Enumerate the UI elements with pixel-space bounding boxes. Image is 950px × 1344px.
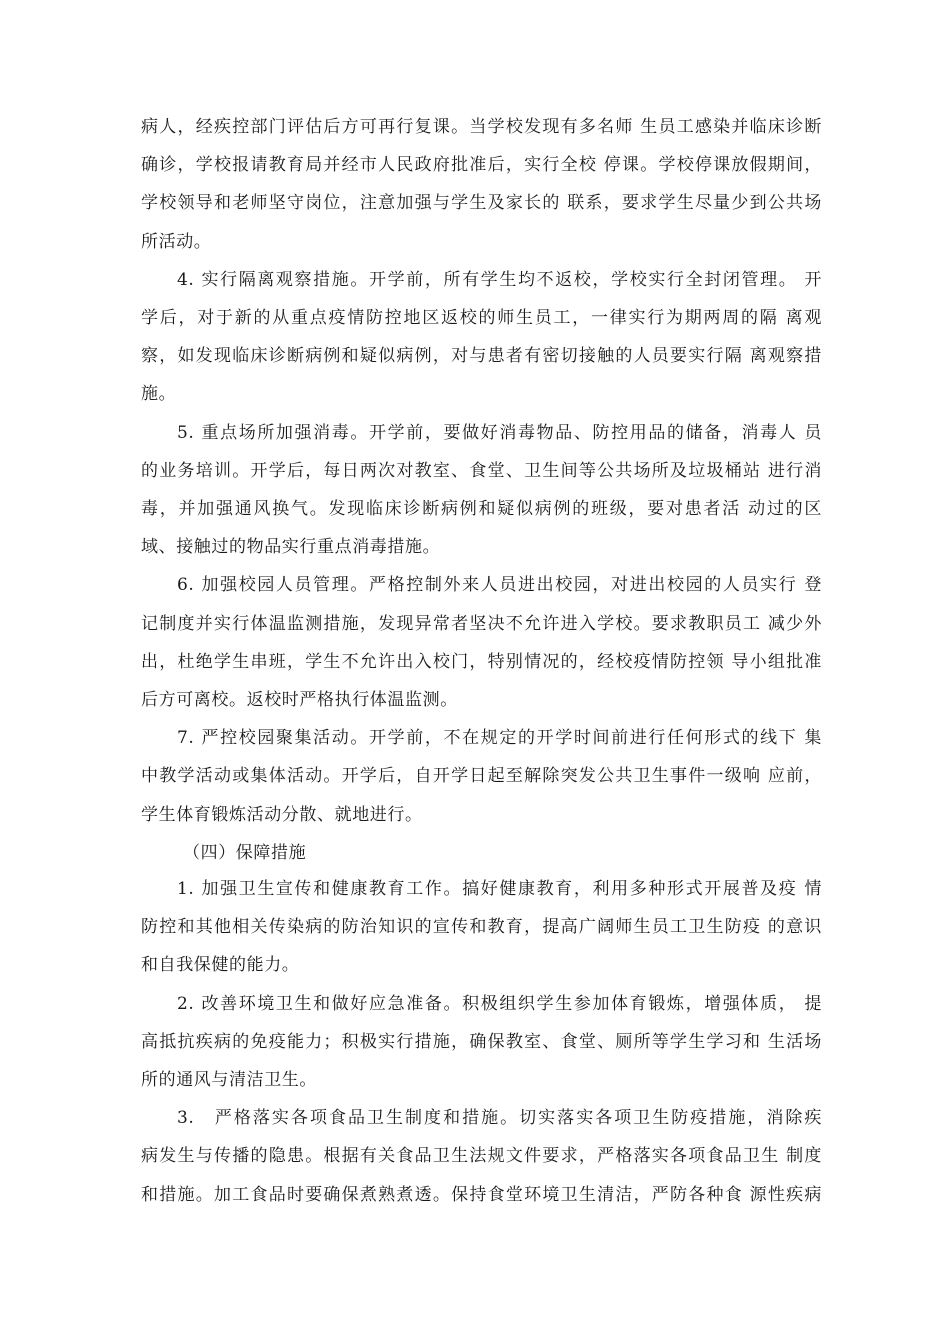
text-line: 出，杜绝学生串班，学生不允许出入校门，特别情况的，经校疫情防控领 导小组批准 xyxy=(141,651,822,672)
text-line: 察，如发现临床诊断病例和疑似病例，对与患者有密切接触的人员要实行隔 离观察措 xyxy=(141,346,822,367)
text-line: 和自我保健的能力。 xyxy=(141,955,300,976)
text-line: 7. 严控校园聚集活动。开学前，不在规定的开学时间前进行任何形式的线下 集 xyxy=(177,728,822,749)
section-heading: （四）保障措施 xyxy=(183,842,307,863)
text-line: 6. 加强校园人员管理。严格控制外来人员进出校园，对进出校园的人员实行 登 xyxy=(177,575,822,596)
text-line: 学校领导和老师坚守岗位，注意加强与学生及家长的 联系，要求学生尽量少到公共场 xyxy=(141,193,822,214)
text-line: 和措施。加工食品时要确保煮熟煮透。保持食堂环境卫生清洁，严防各种食 源性疾病 xyxy=(141,1184,822,1205)
text-line: 1. 加强卫生宣传和健康教育工作。搞好健康教育，利用多种形式开展普及疫 情 xyxy=(177,879,822,900)
text-line: 域、接触过的物品实行重点消毒措施。 xyxy=(141,537,441,558)
text-line: 的业务培训。开学后，每日两次对教室、食堂、卫生间等公共场所及垃圾桶站 进行消 xyxy=(141,460,822,481)
text-line: 毒，并加强通风换气。发现临床诊断病例和疑似病例的班级，要对患者活 动过的区 xyxy=(141,499,822,520)
text-line: 学后，对于新的从重点疫情防控地区返校的师生员工，一律实行为期两周的隔 离观 xyxy=(141,308,822,329)
text-line: 后方可离校。返校时严格执行体温监测。 xyxy=(141,690,458,711)
text-line: 中教学活动或集体活动。开学后，自开学日起至解除突发公共卫生事件一级响 应前， xyxy=(141,766,822,787)
text-line: 5. 重点场所加强消毒。开学前，要做好消毒物品、防控用品的储备，消毒人 员 xyxy=(177,422,822,443)
text-line: 病发生与传播的隐患。根据有关食品卫生法规文件要求，严格落实各项食品卫生 制度 xyxy=(141,1146,822,1167)
text-line: 确诊，学校报请教育局并经市人民政府批准后，实行全校 停课。学校停课放假期间， xyxy=(141,155,822,176)
text-line: 病人，经疾控部门评估后方可再行复课。当学校发现有多名师 生员工感染并临床诊断 xyxy=(141,117,822,137)
document-body xyxy=(141,109,822,1213)
text-line: 3. 严格落实各项食品卫生制度和措施。切实落实各项卫生防疫措施，消除疾 xyxy=(177,1108,822,1129)
text-line: 学生体育锻炼活动分散、就地进行。 xyxy=(141,804,423,825)
text-line: 4. 实行隔离观察措施。开学前，所有学生均不返校，学校实行全封闭管理。 开 xyxy=(177,269,822,290)
text-line: 所的通风与清洁卫生。 xyxy=(141,1070,317,1091)
text-line: 施。 xyxy=(141,384,177,405)
text-line: 高抵抗疾病的免疫能力；积极实行措施，确保教室、食堂、厕所等学生学习和 生活场 xyxy=(141,1031,822,1052)
text-line: 所活动。 xyxy=(141,231,212,252)
text-line: 记制度并实行体温监测措施，发现异常者坚决不允许进入学校。要求教职员工 减少外 xyxy=(141,613,822,634)
text-line: 防控和其他相关传染病的防治知识的宣传和教育，提高广阔师生员工卫生防疫 的意识 xyxy=(141,917,822,938)
text-line: 2. 改善环境卫生和做好应急准备。积极组织学生参加体育锻炼，增强体质， 提 xyxy=(177,993,822,1014)
